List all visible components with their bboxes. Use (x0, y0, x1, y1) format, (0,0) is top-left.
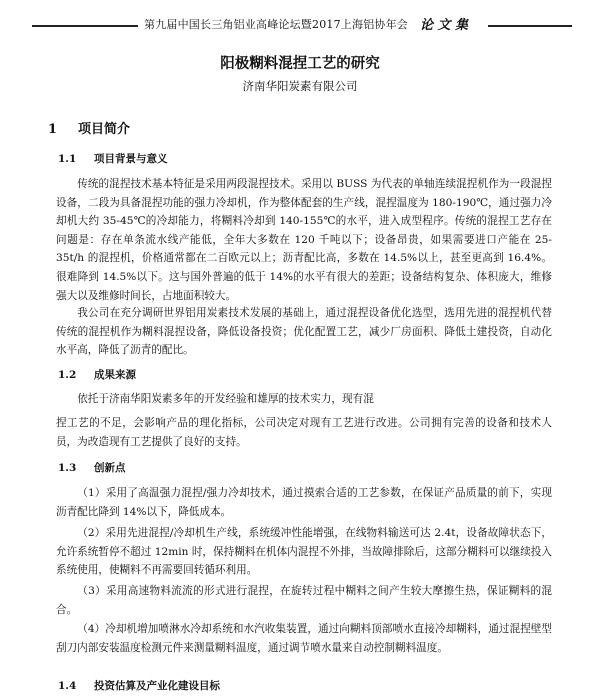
paragraph-background-2: 我公司在充分调研世界铝用炭素技术发展的基础上，通过混捏设备优化选型，选用先进的混捏机代替传统的混捏机作为糊料混捏设备，降低设备投资；优化配置工艺，减少厂房面积、降低土建投资，自动化水平高，降低了沥青的配比。 (56, 307, 552, 357)
proceedings-tag: 论 文 集 (420, 18, 469, 33)
paragraph-innovation-1: （1）采用了高温强力混捏/强力冷却技术，通过摸索合适的工艺参数，在保证产品质量的前下，实现沥青配比降到 14%以下，降低成本。 (56, 487, 552, 518)
subsection-number: 1.2 (58, 369, 77, 381)
subsection-title: 投资估算及产业化建设目标 (94, 680, 220, 692)
subsection-title: 项目背景与意义 (94, 153, 168, 165)
section-number: 1 (48, 122, 58, 137)
running-header (0, 0, 600, 40)
subsection-number: 1.1 (58, 153, 77, 165)
subsection-heading-1-1 (58, 151, 168, 166)
conference-name: 第九届中国长三角铝业高峰论坛暨2017上海铝协年会 (144, 18, 408, 31)
subsection-heading-1-4 (58, 678, 220, 693)
paragraph-source-2: 捏工艺的不足，会影响产品的理化指标，公司决定对现有工艺进行改进。公司拥有完善的设备和技术人员，为改造现有工艺提供了良好的支持。 (56, 417, 552, 448)
subsection-number: 1.3 (58, 462, 77, 474)
paragraph-source-1: 依托于济南华阳炭素多年的开发经验和雄厚的技术实力，现有混 (77, 393, 374, 405)
section-heading-1 (48, 118, 130, 137)
paragraph-background-1: 传统的混捏技术基本特征是采用两段混捏技术。采用以 BUSS 为代表的单轴连续混捏机作为一段混捏设备，二段为具备混捏功能的强力冷却机，作为整体配套的生产线，混捏温度为 180-190℃，通过强力冷却机大约 35-45℃的冷却能力，将糊料冷却到 140-155℃的水平，进入成型程序。传统的混捏工艺存在问题是：存在单条流水线产能低，全年大多数在 120 千吨以下；设备昂贵，如果需要进口产能在 25-35t/h 的混捏机，价格通常都在二百欧元以上；沥青配比高，多数在 14.5%以上，甚至更高到 16.4%。很难降到 14.5%以下。这与国外普遍的低于 14%的水平有很大的差距；设备结构复杂、体积庞大，维修强大以及维修时间长，占地面积较大。 (56, 178, 552, 302)
header-rule-right (488, 25, 572, 27)
paragraph-innovation-2: （2）采用先进混捏/冷却机生产线，系统缓冲性能增强，在线物料输送可达 2.4t，设备故障状态下，允许系统暂停不超过 12min 时，保持糊料在机体内混捏不外排，当故障排除后，这部分糊料可以继续投入系统使用，使糊料不再需要回转循环利用。 (56, 527, 552, 577)
subsection-title: 创新点 (94, 462, 126, 474)
header-rule-left (32, 25, 138, 27)
paragraph-innovation-3: （3）采用高速物料流流的形式进行混捏，在旋转过程中糊料之间产生较大摩擦生热，保证糊料的混合。 (56, 585, 552, 616)
subsection-heading-1-3 (58, 460, 126, 475)
subsection-title: 成果来源 (94, 369, 136, 381)
paragraph-innovation-4: （4）冷却机增加喷淋水冷却系统和水汽收集装置，通过向糊料顶部喷水直接冷却糊料，通过混捏壁型刮刀内部安装温度检测元件来测量糊料温度，通过调节喷水量来自动控制糊料温度。 (56, 623, 552, 654)
subsection-heading-1-2 (58, 367, 136, 382)
paper-title: 阳极糊料混捏工艺的研究 (220, 55, 380, 72)
subsection-number: 1.4 (58, 680, 77, 692)
section-title: 项目简介 (78, 122, 131, 137)
paper-author: 济南华阳炭素有限公司 (242, 79, 358, 93)
